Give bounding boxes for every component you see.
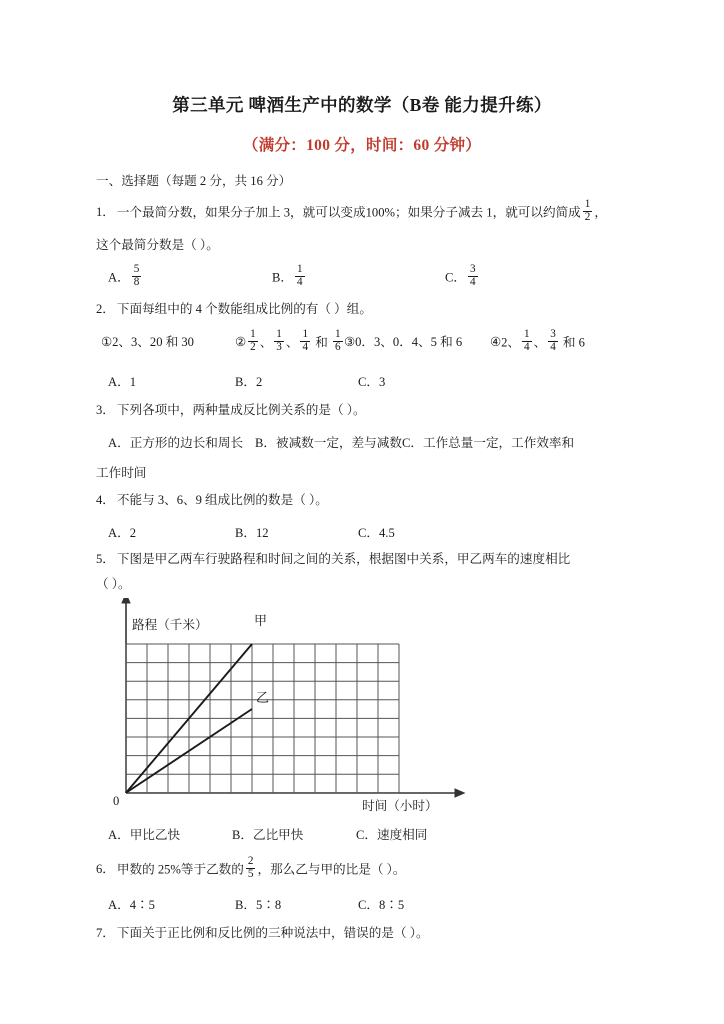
question-2-item-2 xyxy=(235,327,345,355)
question-4-text: 不能与 3、6、9 组成比例的数是（ ）。 xyxy=(116,493,328,507)
series-label-yi: 乙 xyxy=(256,690,270,705)
chart-grid xyxy=(126,644,399,793)
question-3-option-b[interactable]: B．被减数一定，差与减数 xyxy=(255,436,402,450)
question-1-option-a-label: A． xyxy=(108,270,130,285)
question-1-line-2: 这个最简分数是（ ）。 xyxy=(96,238,219,252)
question-2-item-2-sep-2: 、 xyxy=(285,335,299,350)
question-7-text: 下面关于正比例和反比例的三种说法中，错误的是（ ）。 xyxy=(116,926,429,940)
chart-svg xyxy=(108,598,468,813)
question-1-text-part1: 一个最简分数，如果分子加上 3，就可以变成100%；如果分子减去 1，就可以约简成 xyxy=(116,205,581,220)
question-1-number: 1． xyxy=(96,205,115,220)
question-3-option-a[interactable]: A．正方形的边长和周长 xyxy=(108,436,244,450)
question-2-item-2-fraction-4: $\frac{1}{6}$ xyxy=(334,327,341,353)
question-2-line-1 xyxy=(96,301,372,318)
question-4-option-b[interactable]: B．12 xyxy=(235,526,269,540)
question-2-item-4-lead: 2、 xyxy=(501,335,520,350)
question-1-option-b-fraction: $\frac{1}{4}$ xyxy=(297,262,303,288)
question-1-option-b-label: B． xyxy=(272,270,293,285)
question-3-line-1 xyxy=(96,402,366,419)
question-2-option-c[interactable]: C．3 xyxy=(358,375,386,389)
question-4-option-c[interactable]: C．4.5 xyxy=(358,526,395,540)
question-5-number: 5． xyxy=(96,552,115,566)
question-6-text-part2: ，那么乙与甲的比是（ ）。 xyxy=(257,862,406,877)
question-2-item-3 xyxy=(344,331,462,350)
question-5-option-b[interactable]: B．乙比甲快 xyxy=(232,828,304,842)
question-6-fraction: $\frac{2}{5}$ xyxy=(247,854,254,880)
question-2-item-3-marker: ③ xyxy=(344,335,356,349)
origin-label: 0 xyxy=(113,794,120,808)
question-2-item-2-sep-1: 、 xyxy=(259,335,273,350)
question-6-line-1 xyxy=(96,854,406,882)
question-5-line-2: （ ）。 xyxy=(96,577,131,591)
question-1-option-c-label: C． xyxy=(445,270,466,285)
question-1-option-c-fraction: $\frac{3}{4}$ xyxy=(470,262,476,288)
question-2-item-4-sep-2: 和 6 xyxy=(559,335,585,350)
question-6-option-a[interactable]: A．4∶5 xyxy=(108,898,155,912)
question-2-text: 下面每组中的 4 个数能组成比例的有（ ）组。 xyxy=(116,302,372,316)
question-2-item-2-fraction-3: $\frac{1}{4}$ xyxy=(302,327,309,353)
question-1-option-a[interactable] xyxy=(108,262,143,290)
question-2-item-2-fraction-1: $\frac{1}{2}$ xyxy=(250,327,256,353)
question-1-option-b[interactable] xyxy=(272,262,307,290)
question-6-option-c[interactable]: C．8∶5 xyxy=(358,898,405,912)
question-2-option-b[interactable]: B．2 xyxy=(235,375,263,389)
section-heading-choice: 一、选择题（每题 2 分，共 16 分） xyxy=(96,174,292,188)
question-7-line-1 xyxy=(96,925,429,942)
question-2-item-2-marker: ② xyxy=(235,335,247,350)
question-1-text-part2: ， xyxy=(594,205,607,220)
question-6-number: 6． xyxy=(96,862,115,877)
question-2-item-2-sep-3: 和 xyxy=(312,335,331,350)
question-1-fraction: $\frac{1}{2}$ xyxy=(584,197,591,223)
question-2-number: 2． xyxy=(96,302,115,316)
question-5-text-line1: 下图是甲乙两车行驶路程和时间之间的关系，根据图中关系，甲乙两车的速度相比 xyxy=(116,552,571,566)
question-5-option-c[interactable]: C．速度相同 xyxy=(356,828,428,842)
question-1-option-a-fraction: $\frac{5}{8}$ xyxy=(133,262,140,288)
question-2-item-1-text: 2、3、20 和 30 xyxy=(112,335,194,349)
question-2-item-4-sep-1: 、 xyxy=(533,335,547,350)
question-3-text: 下列各项中，两种量成反比例关系的是（ ）。 xyxy=(116,403,366,417)
question-1-line-1 xyxy=(96,197,607,225)
y-axis-label: 路程（千米） xyxy=(132,618,208,632)
distance-time-line-chart xyxy=(108,598,468,813)
question-2-item-4-marker: ④ xyxy=(490,335,502,350)
question-2-item-4-fraction-1: $\frac{1}{4}$ xyxy=(524,327,530,353)
question-2-item-1-marker: ① xyxy=(101,335,113,349)
question-4-number: 4． xyxy=(96,493,115,507)
question-7-number: 7． xyxy=(96,926,115,940)
question-5-line-1 xyxy=(96,551,570,568)
x-axis-label: 时间（小时） xyxy=(362,799,438,813)
question-2-option-a[interactable]: A．1 xyxy=(108,375,136,389)
question-6-option-b[interactable]: B．5∶8 xyxy=(235,898,282,912)
question-2-item-1 xyxy=(101,331,194,350)
question-1-option-c[interactable] xyxy=(445,262,480,290)
question-2-item-4 xyxy=(490,327,585,355)
question-5-option-a[interactable]: A．甲比乙快 xyxy=(108,828,181,842)
question-4-line-1 xyxy=(96,492,328,509)
question-4-option-a[interactable]: A．2 xyxy=(108,526,136,540)
exam-subtitle: （满分：100 分，时间：60 分钟） xyxy=(242,137,482,154)
question-6-text-part1: 甲数的 25%等于乙数的 xyxy=(116,862,244,877)
question-3-option-c-wrap[interactable]: 工作时间 xyxy=(96,466,147,480)
question-2-item-3-text: 0．3、0．4、5 和 6 xyxy=(355,335,463,349)
series-label-jia: 甲 xyxy=(254,613,268,628)
question-3-number: 3． xyxy=(96,403,115,417)
question-3-option-c[interactable]: C．工作总量一定，工作效率和 xyxy=(402,436,575,450)
question-2-item-2-fraction-2: $\frac{1}{3}$ xyxy=(276,327,282,353)
question-2-item-4-fraction-2: $\frac{3}{4}$ xyxy=(550,327,556,353)
page-title: 第三单元 啤酒生产中的数学（B卷 能力提升练） xyxy=(172,95,552,115)
